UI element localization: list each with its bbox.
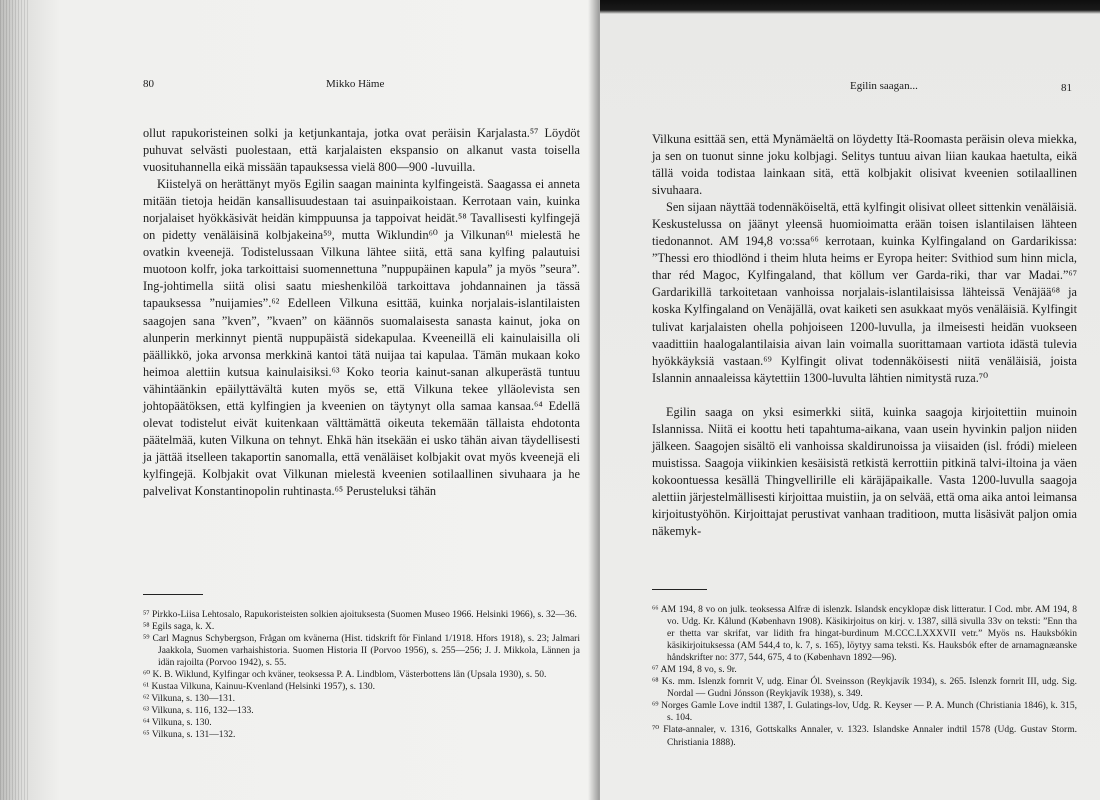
footnote: ⁶⁶ AM 194, 8 vo on julk. teoksessa Alfræ di islenzk. Islandsk encyklopæ disk litteratur. I Cod. mbr. AM 194, 8 vo. Udg. Kr. Kålund (København 1908). Käsikirjoitus on kirj. v. 1387, sillä sivulla 33v on teksti: ”Enn tha er thetta var skrifat, var lidith fra hingat-burdinum M.CCC.LXXXVII vetr.” Myös ns. Hauksbókin käsikirjoituksessa (AM 544,4 to, k. 7, s. 165), löytyy sama teksti. Ks. Hauksbók efter de arnamagnæanske håndskrifter no: 377, 544, 675, 4 to (København 1892—96). [652,605,1077,664]
footnote: ⁵⁸ Egils saga, k. X. [143,622,215,633]
paragraph: Vilkuna esittää sen, että Mynämäeltä on löydetty Itä-Roomasta peräisin oleva miekka, ja sen on tuonut sinne joku kolbjagi. Selitys tuntuu aivan liian kaukaa haetulta, eikä tällä voida todistaa lainkaan sitä, että kolbjakit olisivat kveenien sotilaallinen sivuhaara. [652,132,1077,198]
footnote: ⁶⁷ AM 194, 8 vo, s. 9r. [652,665,737,676]
footnote-rule-right [652,589,707,590]
running-head-right: Egilin saagan... [850,80,918,92]
footnote: ⁶⁵ Vilkuna, s. 131—132. [143,730,236,741]
footnote: ⁶¹ Kustaa Vilkuna, Kainuu-Kvenland (Helsinki 1957), s. 130. [143,682,376,693]
footnotes-left [143,609,580,742]
footnote: ⁶³ Vilkuna, s. 116, 132—133. [143,706,254,717]
paragraph: Kiistelyä on herättänyt myös Egilin saagan maininta kylfingeistä. Saagassa ei anneta mitään tietoja heidän kansallisuudestaan tai asuinpaikoistaan. Kerrotaan vain, kuinka norjalaiset hyökkäsivät heidän kimppuunsa ja tappoivat heidät.⁵⁸ Tavallisesti kylfingejä on pidetty venäläisinä kolbjakeina⁵⁹, mutta Wiklundin⁶⁰ ja Vilkunan⁶¹ mielestä he ovatkin kveenejä. Todistelussaan Vilkuna lähtee siitä, että sana kylfing palautuisi muotoon kolfr, joka tarkoittaisi suomennettuna ”nuppupäinen kapula” ja myös ”seura”. Ing-johtimella siitä olisi saatu mieshenkilöä tarkoittava johdannainen ja tässä tapauksessa ”nuijamies”.⁶² Edelleen Vilkuna esittää, kuinka norjalais-islantilaisten saagojen sana ”kven”, ”kvaen” on käännös suomalaisesta sanasta kainut, joka on alunperin merkinnyt pientä nuppupäistä sidekapulaa. Kveeneillä eli kainulaisilla oli päällikkö, joka arvonsa merkkinä kantoi tätä nuijaa tai kapulaa. Tämän mukaan koko heimoa alettiin kutsua kainulaisiksi.⁶³ Koko teoria kainut-sanan alkuperästä tuntuu vähintäänkin epäilyttävältä kuten myös se, että Vilkuna tekee ylläolevista sen johtopäätöksen, että kylfingien ja kveenien on täytynyt olla samaa kansaa.⁶⁴ Edellä olevat todistelut eivät kuitenkaan välttämättä oikeuta tekemään tällaista ehdotonta päätelmää, kuten Vilkuna on tehnyt. Ehkä hän itsekään ei usko tähän aivan täydellisesti ja jättää itselleen takaportin sanomalla, että venäläiset kolbjakit ovat myös kveenejä eli kylfingejä. Kolbjakit ovat Vilkunan mielestä kveenien sotilaallinen sivuhaara ja he palvelivat Konstantinopolin ruhtinasta.⁶⁵ Perusteluksi tähän [143,177,580,498]
body-text-right [652,131,1077,540]
footnote: ⁵⁷ Pirkko-Liisa Lehtosalo, Rapukoristeisten solkien ajoituksesta (Suomen Museo 1966. Helsinki 1966), s. 32—36. [143,610,577,620]
footnote: ⁶² Vilkuna, s. 130—131. [143,694,235,705]
paragraph: ollut rapukoristeinen solki ja ketjunkantaja, jotka ovat peräisin Karjalasta.⁵⁷ Löydöt puhuvat selvästi puolestaan, että karjalaisten ekspansio on alkanut vasta toisella vuosituhannella eikä missään tapauksessa vielä 800—900 -luvuilla. [143,126,580,175]
footnote: ⁷⁰ Flatø-annaler, v. 1316, Gottskalks Annaler, v. 1323. Islandske Annaler indtil 1578 (Udg. Gustav Storm. Christiania 1888). [652,725,1077,748]
running-head-left: Mikko Häme [326,78,385,90]
footnote: ⁶⁹ Norges Gamle Love indtil 1387, I. Gulatings-lov, Udg. R. Keyser — P. A. Munch (Christiania 1846), k. 315, s. 104. [652,701,1077,724]
paragraph: Egilin saaga on yksi esimerkki siitä, kuinka saagoja kirjoitettiin muinoin Islannissa. Niitä ei koottu heti tapahtuma-aikana, vaan usein hyvinkin paljon niiden jälkeen. Saagojen sisältö eli vanhoissa skaldirunoissa ja viisaiden (isl. fródi) mieleen muistissa. Saagoja viikinkien kesäisistä retkistä kerrottiin pitkinä talvi-iltoina ja väen kokoontuessa kesällä Thingvellirille eli käräjäpaikalle. Vasta 1200-luvulla saagoja alettiin järjestelmällisesti kirjoittaa muistiin, ja on selvää, että oma aika antoi leimansa kirjoitustyöhön. Kirjoittajat perustivat vanhaan traditioon, mutta lisäsivät paljon omia näkemyk- [652,404,1077,539]
footnote: ⁶⁰ K. B. Wiklund, Kylfingar och kväner, teoksessa P. A. Lindblom, Västerbottens län (Upsala 1930), s. 50. [143,670,547,681]
footnotes-right [652,604,1077,749]
footnote: ⁶⁴ Vilkuna, s. 130. [143,718,212,729]
footnote-rule-left [143,594,203,595]
page-number-right: 81 [1061,82,1072,94]
right-page [600,0,1100,800]
footnote: ⁵⁹ Carl Magnus Schybergson, Frågan om kvänerna (Hist. tidskrift för Finland 1/1918. Hfors 1918), s. 23; Jalmari Jaakkola, Suomen varhaishistoria. Suomen Historia II (Porvoo 1956), s. 255—256; J. J. Mikkola, Lännen ja idän rajoilta (Porvoo 1942), s. 55. [143,634,580,669]
footnote: ⁶⁸ Ks. mm. Islenzk fornrit V, udg. Einar Ól. Sveinsson (Reykjavík 1934), s. 265. Islenzk fornrit III, udg. Sig. Nordal — Gudni Jónsson (Reykjavík 1938), s. 349. [652,677,1077,700]
paragraph: Sen sijaan näyttää todennäköiseltä, että kylfingit olisivat olleet sittenkin venäläisiä. Keskustelussa on jäänyt yleensä huomioimatta erään toisen islantilaisen lähteen tiedonannot. AM 194,8 vo:ssa⁶⁶ kerrotaan, kuinka Kylfingaland on Gardarikissa: ”Thessi ero thiodlönd i theim hluta heims er Eyropa heiter: Svithiod sum hinn micla, thar réd Magoc, Kylfingaland, that köllum ver Garda-riki, thar var Madai.”⁶⁷ Gardarikillä tarkoitetaan vanhoissa norjalais-islantilaisissa lähteissä Venäjää⁶⁸ ja koska Kylfingaland on Venäjällä, ovat kaiketi sen asukkaat myös venäläisiä. Kylfingit tulivat karjalaisten ohella pohjoiseen 1200-luvulla, ja ilmeisesti heidän vuokseen vaadittiin haalogalantilaisia aivan lain voimalla suorittamaan vartiota idästä tulevia hyökkäyksiä vastaan.⁶⁹ Kylfingit olivat todennäköisesti niitä venäläisiä, joista Islannin annaaleissa käytettiin 1300-luvulta lähtien nimitystä ruza.⁷⁰ [652,200,1077,385]
page-number-left: 80 [143,78,154,90]
body-text-left [143,125,580,500]
